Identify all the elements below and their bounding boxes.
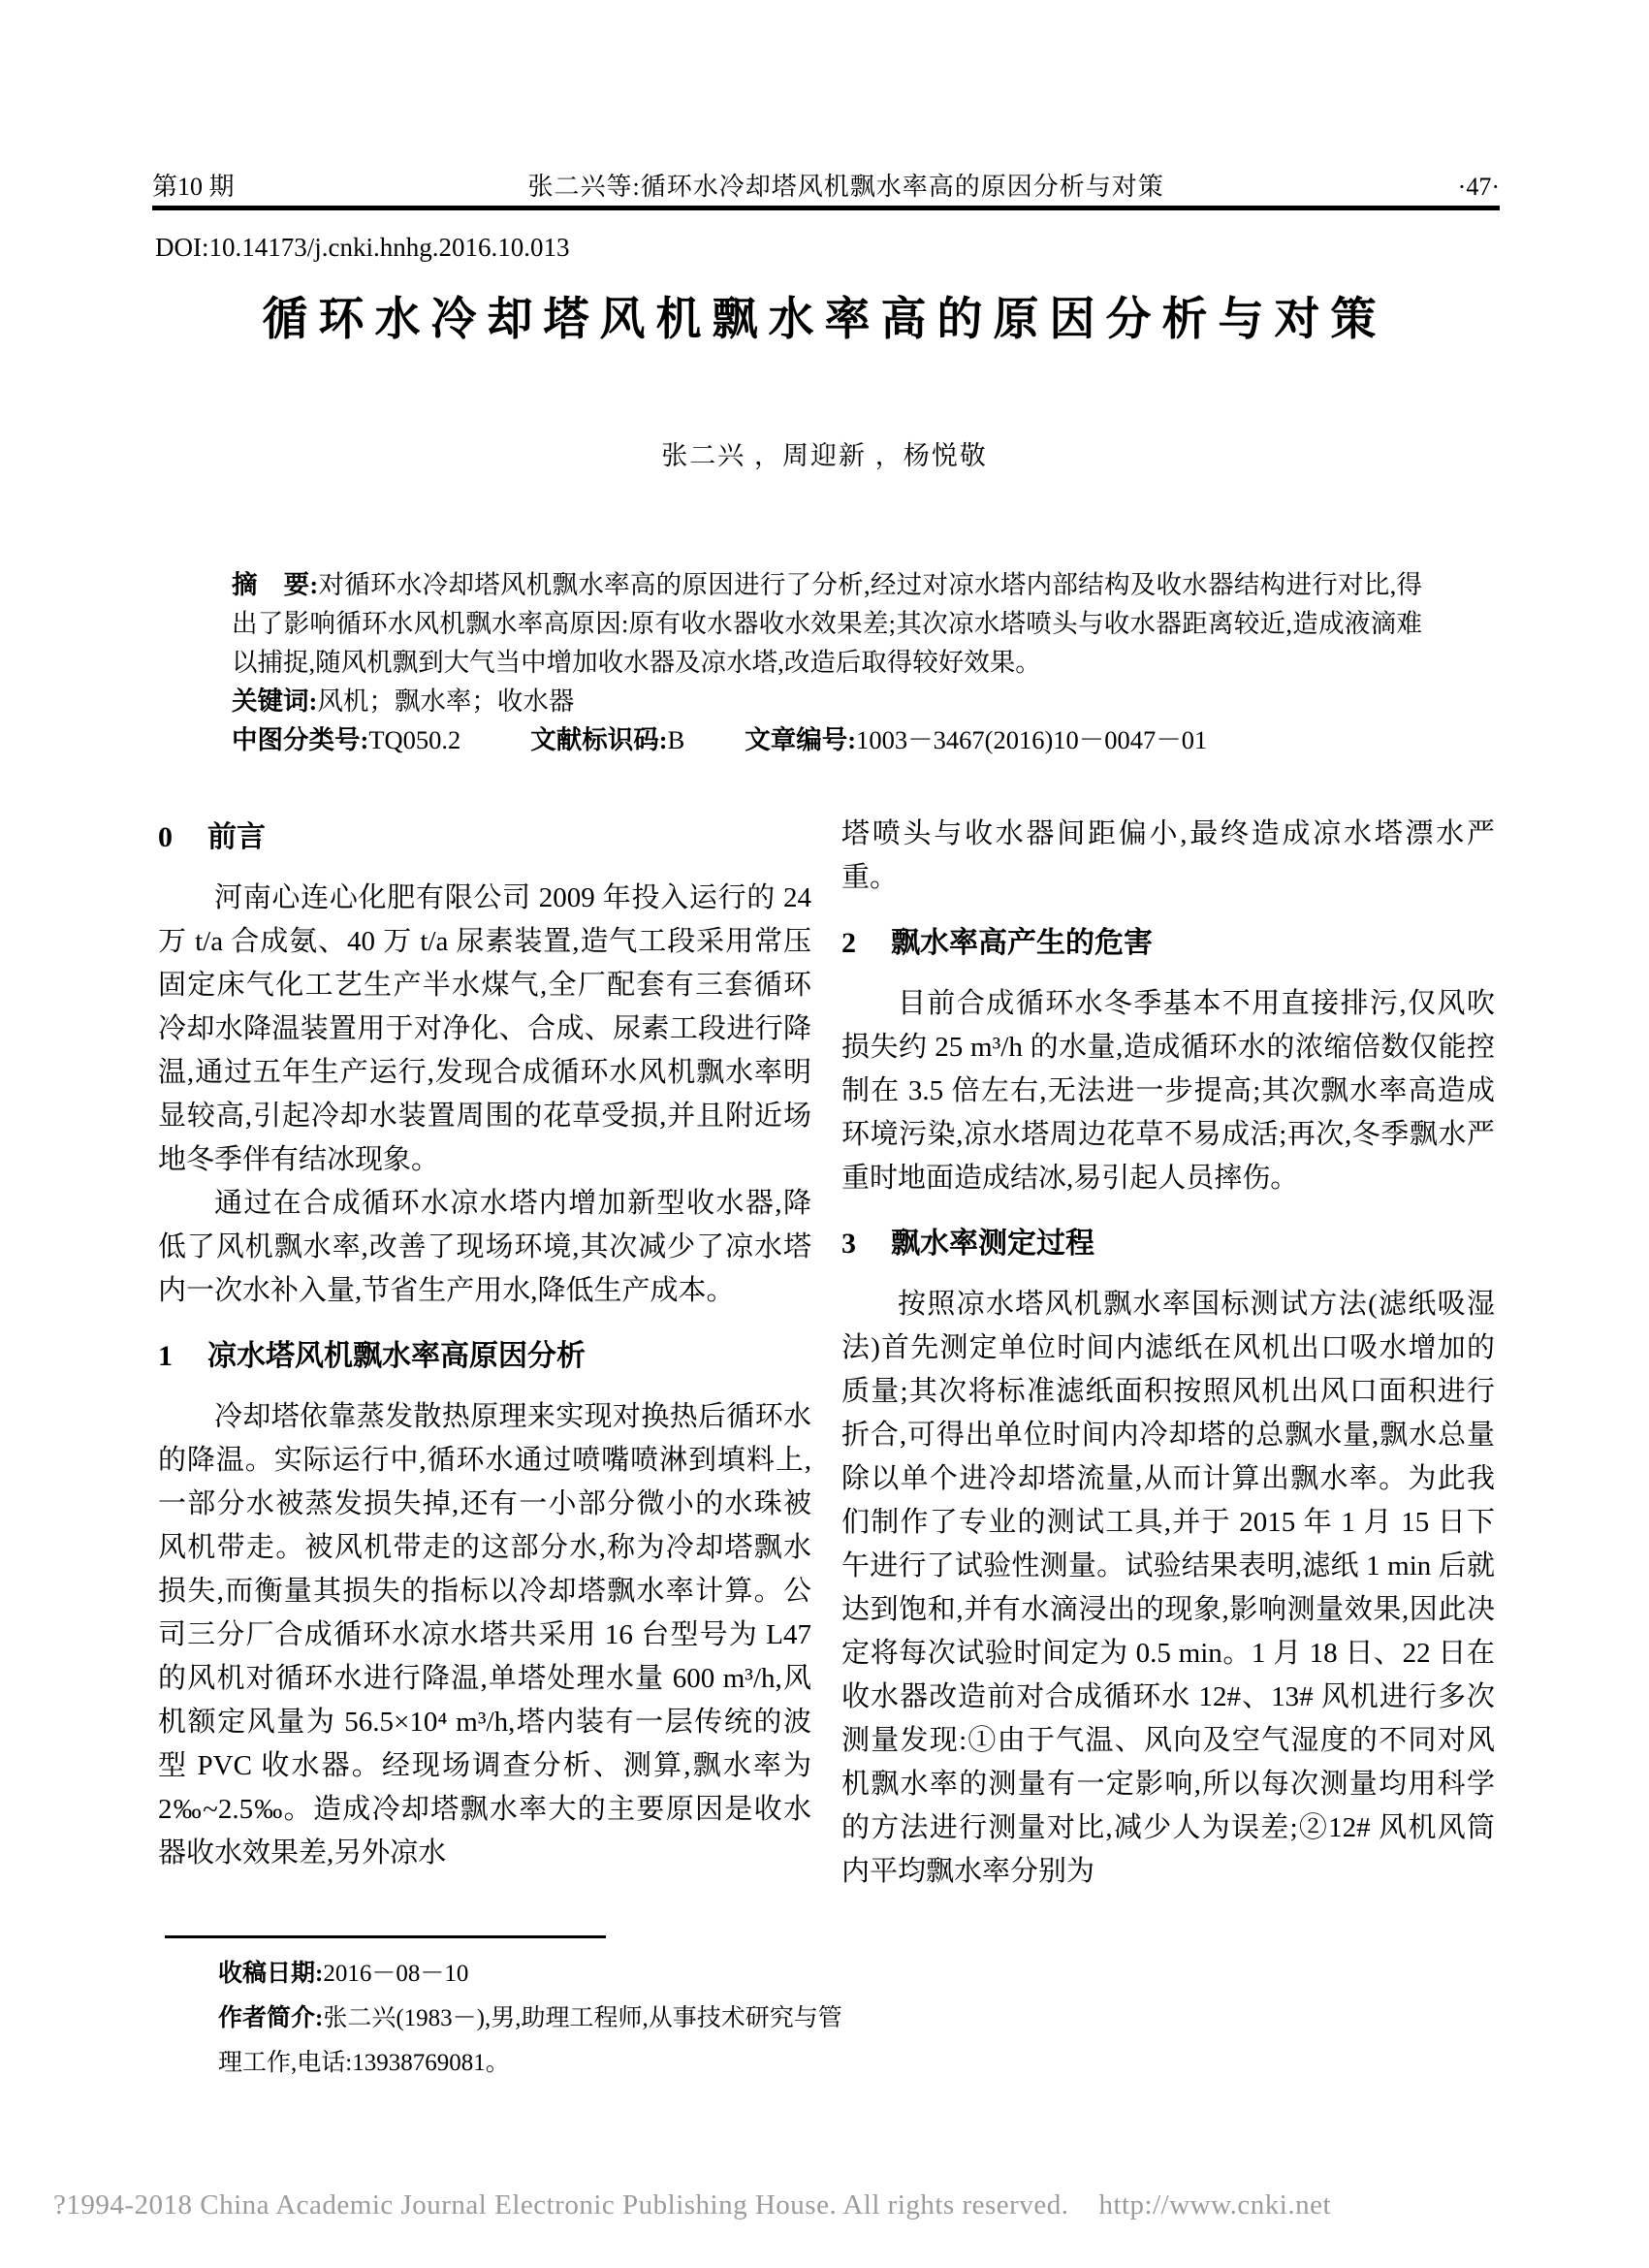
received-date-line bbox=[165, 1952, 843, 1996]
header-rule bbox=[152, 206, 1500, 210]
keywords-row bbox=[232, 682, 1422, 720]
author-bio-line bbox=[165, 1996, 843, 2086]
header-page-number: ·47· bbox=[1457, 173, 1500, 201]
article-id-value: 1003－3467(2016)10－0047－01 bbox=[856, 725, 1208, 754]
clc-value: TQ050.2 bbox=[368, 725, 461, 754]
section-3-paragraph-1: 按照凉水塔风机飘水率国标测试方法(滤纸吸湿法)首先测定单位时间内滤纸在风机出口吸水增加的质量;其次将标准滤纸面积按照风机出风口面积进行折合,可得出单位时间内冷却塔的总飘水量,飘水总量除以单个进冷却塔流量,从而计算出飘水率。为此我们制作了专业的测试工具,并于 2015 年 1 月 15 日下午进行了试验性测量。试验结果表明,滤纸 1 min 后就达到饱和,并有水滴浸出的现象,影响测量效果,因此决定将每次试验时间定为 0.5 min。1 月 18 日、22 日在收水器改造前对合成循环水 12#、13# 风机进行多次测量发现:①由于气温、风向及空气湿度的不同对风机飘水率的测量有一定影响,所以每次测量均用科学的方法进行测量对比,减少人为误差;②12# 风机风筒内平均飘水率分别为 bbox=[841, 1289, 1495, 1887]
section-0-paragraph-2: 通过在合成循环水凉水塔内增加新型收水器,降低了风机飘水率,改善了现场环境,其次减少了凉水塔内一次水补入量,节省生产用水,降低生产成本。 bbox=[158, 1188, 811, 1306]
section-2-number: 2 bbox=[841, 927, 856, 959]
author-bio-label: 作者简介: bbox=[218, 2005, 324, 2031]
section-1-paragraph-continuation: 塔喷头与收水器间距偏小,最终造成凉水塔漂水严重。 bbox=[841, 818, 1495, 893]
footnote-rule bbox=[165, 1935, 606, 1938]
doc-code-value: B bbox=[667, 725, 685, 754]
section-1-title: 凉水塔风机飘水率高原因分析 bbox=[207, 1340, 586, 1372]
footnote-block bbox=[165, 1935, 843, 2086]
section-0-title: 前言 bbox=[207, 821, 266, 853]
article-title: 循环水冷却塔风机飘水率高的原因分析与对策 bbox=[262, 295, 1387, 345]
section-2-paragraph-1: 目前合成循环水冬季基本不用直接排污,仅风吹损失约 25 m³/h 的水量,造成循环水的浓缩倍数仅能控制在 3.5 倍左右,无法进一步提高;其次飘水率高造成环境污染,凉水塔周边花草不易成活;再次,冬季飘水严重时地面造成结冰,易引起人员摔伤。 bbox=[841, 988, 1495, 1194]
section-3-number: 3 bbox=[841, 1228, 856, 1260]
header-running-title: 张二兴等:循环水冷却塔风机飘水率高的原因分析与对策 bbox=[527, 173, 1164, 201]
section-3-heading bbox=[841, 1227, 1495, 1262]
doc-code-label: 文献标识码: bbox=[530, 725, 668, 754]
section-0-heading bbox=[158, 820, 811, 855]
classification-row bbox=[232, 720, 1422, 759]
keywords-text: 风机；飘水率；收水器 bbox=[317, 687, 575, 716]
received-date-value: 2016－08－10 bbox=[323, 1961, 469, 1987]
keywords-label: 关键词: bbox=[232, 687, 318, 716]
section-0-paragraph-1: 河南心连心化肥有限公司 2009 年投入运行的 24 万 t/a 合成氨、40 万 t/a 尿素装置,造气工段采用常压固定床气化工艺生产半水煤气,全厂配套有三套循环冷却水降温装置用于对净化、合成、尿素工段进行降温,通过五年生产运行,发现合成循环水风机飘水率明显较高,引起冷却水装置周围的花草受损,并且附近场地冬季伴有结冰现象。 bbox=[158, 882, 811, 1175]
received-date-label: 收稿日期: bbox=[218, 1961, 324, 1987]
abstract bbox=[232, 565, 1422, 682]
cnki-copyright-footer: ?1994-2018 China Academic Journal Electronic Publishing House. All rights reserved. http://www.cnki.net bbox=[53, 2189, 1332, 2220]
clc-label: 中图分类号: bbox=[232, 725, 369, 754]
section-1-heading bbox=[158, 1339, 811, 1374]
section-2-title: 飘水率高产生的危害 bbox=[891, 927, 1153, 959]
running-header bbox=[152, 167, 1500, 203]
article-id-label: 文章编号: bbox=[745, 725, 857, 754]
header-issue: 第10 期 bbox=[152, 173, 235, 201]
section-3-title: 飘水率测定过程 bbox=[891, 1228, 1094, 1260]
author-bio-value: 张二兴(1983－),男,助理工程师,从事技术研究与管理工作,电话:13938769081。 bbox=[218, 2005, 842, 2076]
abstract-text: 对循环水冷却塔风机飘水率高的原因进行了分析,经过对凉水塔内部结构及收水器结构进行对比,得出了影响循环水风机飘水率高原因:原有收水器收水效果差;其次凉水塔喷头与收水器距离较近,造成液滴难以捕捉,随风机飘到大气当中增加收水器及凉水塔,改造后取得较好效果。 bbox=[232, 570, 1423, 677]
doi: DOI:10.14173/j.cnki.hnhg.2016.10.013 bbox=[155, 233, 570, 262]
right-column bbox=[841, 813, 1495, 1894]
section-1-number: 1 bbox=[158, 1340, 173, 1372]
abstract-label: 摘 要: bbox=[232, 570, 319, 599]
abstract-block bbox=[232, 565, 1422, 759]
section-0-number: 0 bbox=[158, 821, 173, 853]
section-2-heading bbox=[841, 926, 1495, 961]
left-column bbox=[158, 813, 811, 1875]
article-authors: 张二兴 ，周迎新 ，杨悦敬 bbox=[661, 441, 988, 470]
section-1-paragraph-1: 冷却塔依靠蒸发散热原理来实现对换热后循环水的降温。实际运行中,循环水通过喷嘴喷淋到填料上,一部分水被蒸发损失掉,还有一小部分微小的水珠被风机带走。被风机带走的这部分水,称为冷却塔飘水损失,而衡量其损失的指标以冷却塔飘水率计算。公司三分厂合成循环水凉水塔共采用 16 台型号为 L47 的风机对循环水进行降温,单塔处理水量 600 m³/h,风机额定风量为 56.5×10⁴ m³/h,塔内装有一层传统的波型 PVC 收水器。经现场调查分析、测算,飘水率为 2‰~2.5‰。造成冷却塔飘水率大的主要原因是收水器收水效果差,另外凉水 bbox=[158, 1401, 811, 1869]
